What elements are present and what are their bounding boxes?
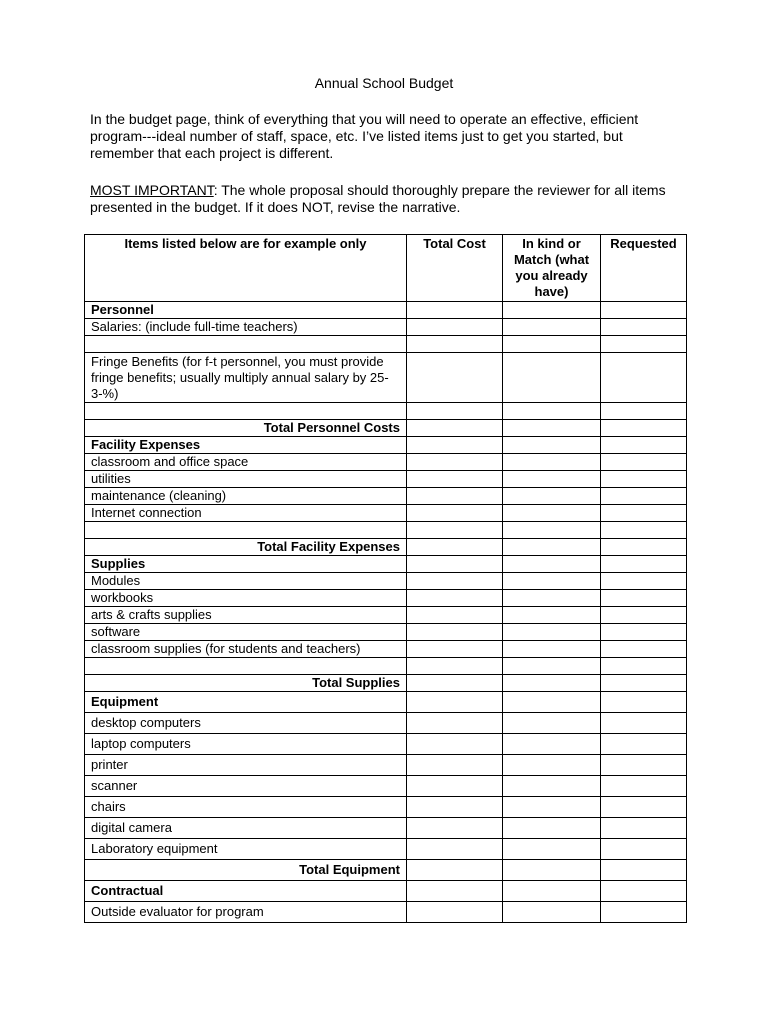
budget-table [84, 234, 687, 923]
requested-cell [601, 319, 687, 336]
in-kind-cell [503, 454, 601, 471]
in-kind-cell [503, 734, 601, 755]
total-cost-cell [407, 713, 503, 734]
requested-cell [601, 539, 687, 556]
table-row [85, 353, 687, 403]
section-row [85, 692, 687, 713]
header-items: Items listed below are for example only [85, 235, 407, 302]
requested-cell [601, 590, 687, 607]
section-label: Personnel [85, 302, 407, 319]
header-total-cost: Total Cost [407, 235, 503, 302]
requested-cell [601, 488, 687, 505]
important-text: : The whole proposal should thoroughly prepare the reviewer for all items presented in the budget. If it does NOT, revise the narrative. [90, 182, 666, 215]
requested-cell [601, 556, 687, 573]
requested-cell [601, 505, 687, 522]
item-label: arts & crafts supplies [85, 607, 407, 624]
total-row [85, 675, 687, 692]
section-label: Equipment [85, 692, 407, 713]
in-kind-cell [503, 556, 601, 573]
in-kind-cell [503, 505, 601, 522]
requested-cell [601, 437, 687, 454]
requested-cell [601, 881, 687, 902]
requested-cell [601, 902, 687, 923]
item-label [85, 336, 407, 353]
total-cost-cell [407, 556, 503, 573]
item-label: Fringe Benefits (for f-t personnel, you must provide fringe benefits; usually multiply annual salary by 25-3-%) [85, 353, 407, 403]
total-cost-cell [407, 881, 503, 902]
in-kind-cell [503, 437, 601, 454]
total-label: Total Equipment [85, 860, 407, 881]
item-label: printer [85, 755, 407, 776]
in-kind-cell [503, 881, 601, 902]
header-requested: Requested [601, 235, 687, 302]
item-label: digital camera [85, 818, 407, 839]
budget-table-body [85, 302, 687, 923]
requested-cell [601, 454, 687, 471]
requested-cell [601, 353, 687, 403]
total-cost-cell [407, 403, 503, 420]
table-row [85, 505, 687, 522]
total-cost-cell [407, 353, 503, 403]
table-row [85, 607, 687, 624]
total-row [85, 420, 687, 437]
table-row [85, 797, 687, 818]
total-cost-cell [407, 454, 503, 471]
table-row [85, 590, 687, 607]
item-label: classroom and office space [85, 454, 407, 471]
total-cost-cell [407, 420, 503, 437]
in-kind-cell [503, 902, 601, 923]
item-label: software [85, 624, 407, 641]
requested-cell [601, 522, 687, 539]
requested-cell [601, 818, 687, 839]
important-paragraph [90, 182, 690, 216]
table-row [85, 658, 687, 675]
item-label: Laboratory equipment [85, 839, 407, 860]
table-header-row [85, 235, 687, 302]
in-kind-cell [503, 675, 601, 692]
requested-cell [601, 713, 687, 734]
total-label: Total Facility Expenses [85, 539, 407, 556]
header-in-kind: In kind or Match (what you already have) [503, 235, 601, 302]
in-kind-cell [503, 336, 601, 353]
requested-cell [601, 403, 687, 420]
in-kind-cell [503, 641, 601, 658]
table-row [85, 641, 687, 658]
total-cost-cell [407, 336, 503, 353]
in-kind-cell [503, 818, 601, 839]
requested-cell [601, 860, 687, 881]
item-label [85, 522, 407, 539]
total-cost-cell [407, 902, 503, 923]
requested-cell [601, 607, 687, 624]
in-kind-cell [503, 573, 601, 590]
total-cost-cell [407, 319, 503, 336]
in-kind-cell [503, 658, 601, 675]
requested-cell [601, 692, 687, 713]
table-row [85, 818, 687, 839]
in-kind-cell [503, 539, 601, 556]
requested-cell [601, 658, 687, 675]
total-cost-cell [407, 590, 503, 607]
total-cost-cell [407, 641, 503, 658]
total-cost-cell [407, 839, 503, 860]
total-label: Total Personnel Costs [85, 420, 407, 437]
in-kind-cell [503, 590, 601, 607]
requested-cell [601, 624, 687, 641]
total-cost-cell [407, 734, 503, 755]
in-kind-cell [503, 755, 601, 776]
total-cost-cell [407, 624, 503, 641]
requested-cell [601, 797, 687, 818]
in-kind-cell [503, 403, 601, 420]
in-kind-cell [503, 839, 601, 860]
total-cost-cell [407, 302, 503, 319]
total-cost-cell [407, 471, 503, 488]
total-cost-cell [407, 692, 503, 713]
in-kind-cell [503, 797, 601, 818]
total-cost-cell [407, 818, 503, 839]
section-row [85, 881, 687, 902]
table-row [85, 624, 687, 641]
total-row [85, 860, 687, 881]
in-kind-cell [503, 488, 601, 505]
important-label: MOST IMPORTANT [90, 182, 214, 198]
requested-cell [601, 755, 687, 776]
total-cost-cell [407, 488, 503, 505]
in-kind-cell [503, 353, 601, 403]
table-row [85, 336, 687, 353]
in-kind-cell [503, 860, 601, 881]
requested-cell [601, 776, 687, 797]
section-label: Contractual [85, 881, 407, 902]
table-row [85, 776, 687, 797]
item-label: scanner [85, 776, 407, 797]
requested-cell [601, 420, 687, 437]
item-label: classroom supplies (for students and teachers) [85, 641, 407, 658]
table-row [85, 471, 687, 488]
requested-cell [601, 471, 687, 488]
total-cost-cell [407, 573, 503, 590]
table-row [85, 734, 687, 755]
table-row [85, 755, 687, 776]
item-label: Salaries: (include full-time teachers) [85, 319, 407, 336]
item-label [85, 658, 407, 675]
section-row [85, 302, 687, 319]
table-row [85, 488, 687, 505]
requested-cell [601, 734, 687, 755]
item-label: laptop computers [85, 734, 407, 755]
item-label: Internet connection [85, 505, 407, 522]
item-label: Outside evaluator for program [85, 902, 407, 923]
total-cost-cell [407, 437, 503, 454]
section-label: Facility Expenses [85, 437, 407, 454]
total-cost-cell [407, 607, 503, 624]
table-row [85, 522, 687, 539]
total-cost-cell [407, 539, 503, 556]
in-kind-cell [503, 522, 601, 539]
in-kind-cell [503, 713, 601, 734]
item-label: maintenance (cleaning) [85, 488, 407, 505]
item-label: chairs [85, 797, 407, 818]
total-cost-cell [407, 755, 503, 776]
total-cost-cell [407, 505, 503, 522]
in-kind-cell [503, 776, 601, 797]
requested-cell [601, 573, 687, 590]
page-title: Annual School Budget [314, 75, 454, 91]
total-cost-cell [407, 797, 503, 818]
requested-cell [601, 302, 687, 319]
total-cost-cell [407, 658, 503, 675]
item-label: workbooks [85, 590, 407, 607]
section-row [85, 556, 687, 573]
item-label: utilities [85, 471, 407, 488]
total-cost-cell [407, 776, 503, 797]
in-kind-cell [503, 302, 601, 319]
in-kind-cell [503, 471, 601, 488]
requested-cell [601, 336, 687, 353]
total-label: Total Supplies [85, 675, 407, 692]
table-row [85, 713, 687, 734]
table-row [85, 573, 687, 590]
total-row [85, 539, 687, 556]
in-kind-cell [503, 607, 601, 624]
intro-paragraph: In the budget page, think of everything that you will need to operate an effective, efficient program---ideal number of staff, space, etc. I’ve listed items just to get you started, but remember that each project is different. [90, 111, 639, 161]
total-cost-cell [407, 522, 503, 539]
table-row [85, 319, 687, 336]
table-row [85, 403, 687, 420]
in-kind-cell [503, 624, 601, 641]
item-label: Modules [85, 573, 407, 590]
in-kind-cell [503, 692, 601, 713]
total-cost-cell [407, 860, 503, 881]
item-label [85, 403, 407, 420]
table-row [85, 902, 687, 923]
table-row [85, 454, 687, 471]
requested-cell [601, 839, 687, 860]
in-kind-cell [503, 420, 601, 437]
section-row [85, 437, 687, 454]
requested-cell [601, 675, 687, 692]
in-kind-cell [503, 319, 601, 336]
section-label: Supplies [85, 556, 407, 573]
table-row [85, 839, 687, 860]
total-cost-cell [407, 675, 503, 692]
item-label: desktop computers [85, 713, 407, 734]
requested-cell [601, 641, 687, 658]
